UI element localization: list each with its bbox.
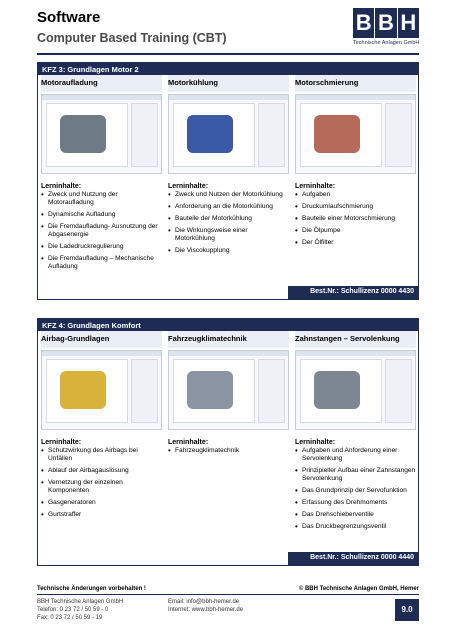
- thumbnail-side-panel: [258, 359, 285, 423]
- course-module: [38, 75, 165, 275]
- footer-address-line: BBH Technische Anlagen GmbH: [37, 599, 124, 605]
- course-module: [165, 75, 292, 275]
- lerninhalte-label: Lerninhalte:: [168, 183, 209, 190]
- order-number-badge: Best.Nr.: Schullizenz 0000 4430: [288, 286, 418, 299]
- list-item: • Dynamische Aufladung: [41, 211, 162, 219]
- list-item: • Das Drehschieberventile: [295, 511, 416, 519]
- list-item: • Ablauf der Airbagauslösung: [41, 467, 162, 475]
- list-item: • Die Ölpumpe: [295, 227, 416, 235]
- footer-notice: Technische Änderungen vorbehalten !: [37, 586, 146, 592]
- footer-copyright: © BBH Technische Anlagen GmbH, Hemer: [298, 586, 419, 592]
- page-subtitle: Computer Based Training (CBT): [37, 31, 227, 45]
- list-item: • Der Ölfilter: [295, 239, 416, 247]
- list-item: • Erfassung des Drehmoments: [295, 499, 416, 507]
- list-item: • Zweck und Nutzung der Motoraufladung: [41, 191, 162, 207]
- learning-content-list: [168, 191, 289, 255]
- course-module: [292, 75, 419, 275]
- page-title: Software: [37, 9, 101, 26]
- list-item: • Die Viscokupplung: [168, 247, 289, 255]
- course-columns: [38, 331, 418, 535]
- lerninhalte-label: Lerninhalte:: [41, 183, 82, 190]
- course-module: [292, 331, 419, 535]
- thumbnail-illustration: [314, 371, 360, 409]
- list-item: • Vernetzung der einzelnen Komponenten: [41, 479, 162, 495]
- thumbnail-illustration: [314, 115, 360, 153]
- course-module: [165, 331, 292, 535]
- module-title: Airbag-Grundlagen: [41, 331, 162, 348]
- list-item: • Das Grundprinzip der Servofunktion: [295, 487, 416, 495]
- bbh-logo: [353, 8, 419, 50]
- thumbnail-side-panel: [131, 103, 158, 167]
- module-screenshot-thumbnail: [295, 350, 416, 430]
- thumbnail-titlebar: [169, 351, 288, 356]
- learning-content-list: [295, 447, 416, 531]
- module-title: Motorschmierung: [295, 75, 416, 92]
- thumbnail-illustration: [187, 371, 233, 409]
- list-item: • Gurtstraffer: [41, 511, 162, 519]
- list-item: • Bauteile der Motorkühlung: [168, 215, 289, 223]
- list-item: • Die Ladedruckregulierung: [41, 243, 162, 251]
- learning-content-list: [295, 191, 416, 247]
- list-item: • Die Fremdaufladung – Mechanische Aufladung: [41, 255, 162, 271]
- thumbnail-titlebar: [42, 95, 161, 100]
- lerninhalte-label: Lerninhalte:: [295, 439, 336, 446]
- footer-divider: [37, 594, 419, 595]
- footer-address-line: Fax: 0 23 72 / 50 59 - 19: [37, 615, 103, 621]
- learning-content-list: [41, 447, 162, 519]
- logo-tagline: Technische Anlagen GmbH: [353, 40, 420, 46]
- logo-letter: H: [398, 8, 419, 38]
- learning-content-list: [41, 191, 162, 271]
- thumbnail-side-panel: [385, 359, 412, 423]
- page-header: [37, 8, 419, 52]
- module-screenshot-thumbnail: [168, 350, 289, 430]
- list-item: • Bauteile einer Motorschmierung: [295, 215, 416, 223]
- thumbnail-side-panel: [131, 359, 158, 423]
- module-screenshot-thumbnail: [295, 94, 416, 174]
- list-item: • Zweck und Nutzen der Motorkühlung: [168, 191, 289, 199]
- thumbnail-titlebar: [42, 351, 161, 356]
- list-item: • Fahrzeugklimatechnik: [168, 447, 289, 455]
- list-item: • Anforderung an die Motorkühlung: [168, 203, 289, 211]
- thumbnail-titlebar: [296, 351, 415, 356]
- list-item: • Das Druckbegrenzungsventil: [295, 523, 416, 531]
- module-screenshot-thumbnail: [41, 350, 162, 430]
- thumbnail-side-panel: [385, 103, 412, 167]
- page-number: 9.0: [395, 599, 419, 621]
- list-item: • Die Fremdaufladung- Ausnutzung der Abgasenergie: [41, 223, 162, 239]
- thumbnail-illustration: [60, 115, 106, 153]
- order-number-badge: Best.Nr.: Schullizenz 0000 4440: [288, 552, 418, 565]
- footer-email[interactable]: Email: info@bbh-hemer.de: [168, 599, 240, 605]
- course-section: [37, 62, 419, 300]
- module-title: Motorkühlung: [168, 75, 289, 92]
- course-section: [37, 318, 419, 566]
- footer-address: [37, 598, 123, 622]
- lerninhalte-label: Lerninhalte:: [295, 183, 336, 190]
- learning-content-list: [168, 447, 289, 455]
- footer-contact: [168, 598, 243, 614]
- section-heading: KFZ 3: Grundlagen Motor 2: [38, 63, 418, 75]
- header-divider: [37, 53, 419, 55]
- list-item: • Aufgaben: [295, 191, 416, 199]
- list-item: • Schutzwirkung des Airbags bei Unfällen: [41, 447, 162, 463]
- thumbnail-titlebar: [169, 95, 288, 100]
- thumbnail-illustration: [60, 371, 106, 409]
- lerninhalte-label: Lerninhalte:: [41, 439, 82, 446]
- footer-address-line: Telefon: 0 23 72 / 50 59 - 0: [37, 607, 109, 613]
- module-screenshot-thumbnail: [168, 94, 289, 174]
- list-item: • Druckumlaufschmierung: [295, 203, 416, 211]
- footer-website[interactable]: Internet: www.bbh-hemer.de: [168, 607, 244, 613]
- course-columns: [38, 75, 418, 275]
- list-item: • Aufgaben und Anforderung einer Servolenkung: [295, 447, 416, 463]
- module-title: Fahrzeugklimatechnik: [168, 331, 289, 348]
- module-screenshot-thumbnail: [41, 94, 162, 174]
- module-title: Motoraufladung: [41, 75, 162, 92]
- logo-letter: B: [353, 8, 374, 38]
- list-item: • Die Wirkungsweise einer Motorkühlung: [168, 227, 289, 243]
- list-item: • Gasgeneratoren: [41, 499, 162, 507]
- logo-letter: B: [375, 8, 396, 38]
- thumbnail-illustration: [187, 115, 233, 153]
- list-item: • Prinzipieller Aufbau einer Zahnstangen Servolenkung: [295, 467, 416, 483]
- section-heading: KFZ 4: Grundlagen Komfort: [38, 319, 418, 331]
- lerninhalte-label: Lerninhalte:: [168, 439, 209, 446]
- course-module: [38, 331, 165, 535]
- thumbnail-side-panel: [258, 103, 285, 167]
- thumbnail-titlebar: [296, 95, 415, 100]
- module-title: Zahnstangen – Servolenkung: [295, 331, 416, 348]
